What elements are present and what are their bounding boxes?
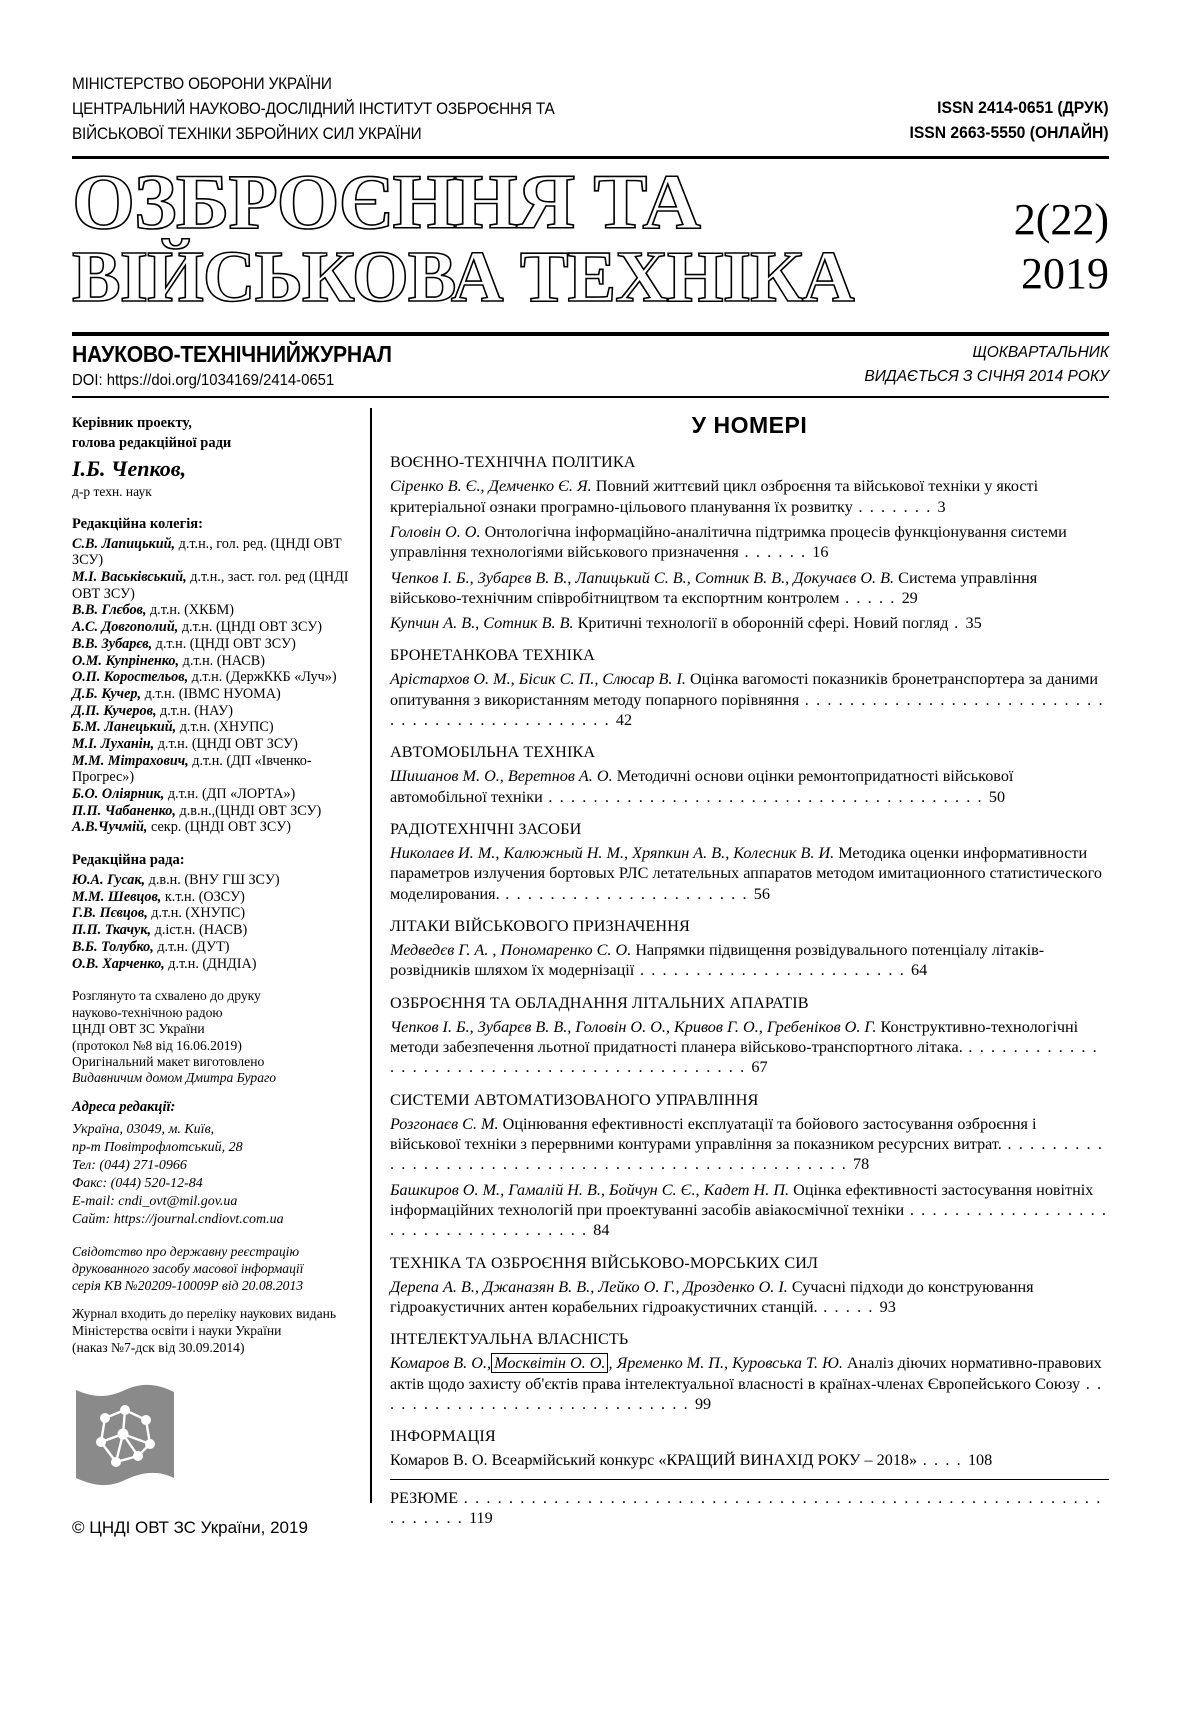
board-member bbox=[72, 686, 356, 703]
project-lead-role-line-1: Керівник проекту, bbox=[72, 415, 192, 432]
toc-entry-authors: Медведєв Г. А. , Пономаренко С. О. bbox=[390, 941, 632, 960]
journal-type-label: НАУКОВО-ТЕХНІЧНИЙЖУРНАЛ bbox=[72, 341, 392, 368]
toc-entry-authors: Сіренко В. Є., Демченко Є. Я. bbox=[390, 477, 592, 496]
toc-entry-authors-post: , Яременко М. П., Куровська Т. Ю. bbox=[608, 1354, 843, 1373]
issue-block bbox=[1014, 165, 1109, 300]
approval-line-1: Розглянуто та схвалено до друку bbox=[72, 988, 261, 1004]
approval-line-5: Оригінальний макет виготовлено bbox=[72, 1053, 265, 1069]
board-member-affiliation: д.т.н. (ІВМС НУОМА) bbox=[141, 685, 281, 702]
board-member-affiliation: д.т.н. (НАСВ) bbox=[179, 652, 265, 669]
toc-title: У НОМЕРІ bbox=[691, 412, 808, 439]
toc-section-heading: РАДІОТЕХНІЧНІ ЗАСОБИ bbox=[390, 820, 582, 839]
toc-entry[interactable] bbox=[390, 766, 1109, 807]
toc-entry[interactable] bbox=[390, 1353, 1109, 1414]
toc-entry[interactable] bbox=[390, 940, 1109, 981]
ministry-listing-block bbox=[72, 1306, 356, 1356]
toc-entry-page: 67 bbox=[751, 1058, 768, 1077]
toc-leader: . bbox=[948, 614, 966, 633]
board-member bbox=[72, 703, 356, 720]
toc-section-heading: АВТОМОБІЛЬНА ТЕХНІКА bbox=[390, 743, 596, 762]
address-email[interactable]: E-mail: cndi_ovt@mil.gov.ua bbox=[72, 1194, 238, 1210]
toc-entry-page: 16 bbox=[812, 543, 829, 562]
toc-entry-title: Методичні основи оцінки ремонтопридатності військової автомобільної техніки bbox=[390, 767, 1014, 806]
toc-entry[interactable] bbox=[390, 568, 1109, 609]
toc-entry-page: 78 bbox=[853, 1155, 870, 1174]
toc-entry[interactable] bbox=[390, 476, 1109, 517]
council-member-name: М.М. Шевцов, bbox=[72, 888, 162, 905]
council-member-name: В.Б. Толубко, bbox=[72, 938, 154, 955]
address-block bbox=[72, 1121, 356, 1229]
toc-section-heading: ІНТЕЛЕКТУАЛЬНА ВЛАСНІСТЬ bbox=[390, 1330, 629, 1349]
masthead-header bbox=[72, 0, 1109, 147]
board-member-affiliation: д.т.н. (ДП «ЛОРТА») bbox=[164, 786, 296, 803]
toc-resume-label: РЕЗЮМЕ bbox=[390, 1488, 459, 1507]
approval-publisher: Видавничим домом Дмитра Бураго bbox=[72, 1070, 277, 1086]
board-member-affiliation: д.т.н. (ДП «Івченко-Прогрес») bbox=[72, 752, 312, 786]
board-member-name: Д.П. Кучеров, bbox=[72, 702, 157, 719]
subhead-row bbox=[72, 341, 1109, 390]
subhead-left bbox=[72, 341, 419, 390]
project-lead-name: І.Б. Чепков, bbox=[72, 456, 187, 482]
cndi-ovt-logo bbox=[72, 1382, 178, 1488]
board-member-name: М.І. Луханін, bbox=[72, 735, 155, 752]
board-member-name: А.С. Довгополий, bbox=[72, 619, 179, 636]
toc-leader: . . . . . . . bbox=[852, 497, 938, 516]
board-member bbox=[72, 719, 356, 736]
council-member bbox=[72, 872, 356, 889]
listing-line-2: Міністерства освіти і науки України bbox=[72, 1323, 282, 1339]
board-member-affiliation: д.т.н., гол. ред. (ЦНДІ ОВТ ЗСУ) bbox=[72, 535, 342, 569]
listing-line-1: Журнал входить до переліку наукових видань bbox=[72, 1306, 337, 1322]
ministry-line-1: МІНІСТЕРСТВО ОБОРОНИ УКРАЇНИ bbox=[72, 75, 332, 93]
board-member-name: Д.Б. Кучер, bbox=[72, 685, 142, 702]
approval-block bbox=[72, 988, 356, 1087]
toc-entry[interactable] bbox=[390, 1180, 1109, 1241]
toc-entry-title: Критичні технології в оборонній сфері. Новий погляд bbox=[573, 614, 949, 633]
toc-leader: . . . . . . . . . . . . . . . . . . . . . . . . bbox=[634, 961, 912, 980]
ministry-block bbox=[72, 72, 555, 147]
address-heading: Адреса редакції: bbox=[72, 1098, 176, 1115]
toc-leader: . . . . . . . . . . . . . . . . . . . . . . . . . . . . . . . . . . . . . . . . . . . . . . . . . . bbox=[390, 1135, 1104, 1174]
toc-entry-authors-pre: Комаров В. О., bbox=[390, 1354, 492, 1373]
board-member-name: О.П. Коростельов, bbox=[72, 669, 189, 686]
board-member bbox=[72, 819, 356, 836]
toc-entry-title: Онтологічна інформаційно-аналітична підтримка процесів функціонування системи управління технологіями військового призначення bbox=[390, 522, 1067, 562]
toc-entry-page: 64 bbox=[911, 961, 928, 980]
toc-section-heading: ТЕХНІКА ТА ОЗБРОЄННЯ ВІЙСЬКОВО-МОРСЬКИХ СИЛ bbox=[390, 1253, 819, 1272]
board-member bbox=[72, 653, 356, 670]
toc-entry-title: Методика оценки информативности параметров излучения бортовых РЛС летательных аппаратов методом имитационного статистического моделирования. bbox=[390, 844, 1102, 903]
certificate-line-1: Свідотство про державну реєстрацію bbox=[72, 1244, 300, 1260]
toc-entry-authors: Шишанов М. О., Веретнов А. О. bbox=[390, 767, 613, 786]
editorial-board-list bbox=[72, 536, 356, 836]
toc-entry-authors: Головін О. О. bbox=[390, 522, 481, 541]
council-member bbox=[72, 939, 356, 956]
toc-entry-title: Оцінка ефективності застосування новітніх інформаційних технологій при проектуванні засобів авіакосмічної техніки bbox=[390, 1180, 1094, 1220]
board-member-name: В.В. Зубарєв, bbox=[72, 635, 153, 652]
ministry-line-3: ВІЙСЬКОВОЇ ТЕХНІКИ ЗБРОЙНИХ СИЛ УКРАЇНИ bbox=[72, 125, 422, 144]
board-member bbox=[72, 736, 356, 753]
board-member bbox=[72, 786, 356, 803]
issn-print: ISSN 2414-0651 (ДРУК) bbox=[937, 99, 1109, 117]
board-member-name: О.М. Купріненко, bbox=[72, 652, 180, 669]
toc-entry[interactable] bbox=[390, 613, 1109, 633]
toc-leader: . . . . . . . . . . . . . . . . . . . . . . . . . . . . . . . . . . . . . . . . . . . . . . . bbox=[390, 690, 1105, 730]
council-member-name: О.В. Харченко, bbox=[72, 955, 165, 972]
approval-protocol: (протокол №8 від 16.06.2019) bbox=[72, 1037, 242, 1053]
copyright-line: © ЦНДІ ОВТ ЗС України, 2019 bbox=[72, 1518, 308, 1538]
toc-resume-page: 119 bbox=[469, 1509, 493, 1528]
toc-section-heading: СИСТЕМИ АВТОМАТИЗОВАНОГО УПРАВЛІННЯ bbox=[390, 1090, 759, 1109]
board-member-name: С.В. Лапицький, bbox=[72, 535, 176, 552]
registration-certificate bbox=[72, 1243, 356, 1294]
board-member-affiliation: д.т.н., заст. гол. ред (ЦНДІ ОВТ ЗСУ) bbox=[72, 569, 349, 602]
toc-entry-title: Оцінювання ефективності експлуатації та бойового застосування озброєння і військової техніки з перервними контурами управління за показником ресурсних витрат. bbox=[390, 1114, 1037, 1154]
toc-entry[interactable] bbox=[390, 1114, 1109, 1175]
toc-leader: . . . . . bbox=[839, 588, 902, 607]
board-member-name: Б.М. Ланецький, bbox=[72, 719, 177, 736]
toc-leader: . . . . . . . . . . . . . . . . . . . . . . . . . . . . . . . . . . . . bbox=[390, 1201, 1108, 1240]
toc-entry-authors: Комаров В. О. bbox=[390, 1451, 488, 1470]
board-member-affiliation: д.т.н. (ЦНДІ ОВТ ЗСУ) bbox=[154, 735, 298, 752]
address-phone: Тел: (044) 271-0966 bbox=[72, 1157, 187, 1173]
issn-block bbox=[910, 72, 1109, 146]
board-member-affiliation: д.т.н. (ЦНДІ ОВТ ЗСУ) bbox=[152, 635, 296, 652]
project-lead-role bbox=[72, 414, 356, 453]
toc-leader: . . . . . bbox=[817, 1298, 880, 1317]
toc-entry[interactable] bbox=[390, 669, 1109, 730]
approval-line-2: науково-технічною радою bbox=[72, 1004, 223, 1020]
board-member bbox=[72, 753, 356, 786]
toc-entry[interactable] bbox=[390, 843, 1109, 904]
toc-section-heading: ЛІТАКИ ВІЙСЬКОВОГО ПРИЗНАЧЕННЯ bbox=[390, 917, 690, 936]
frequency-label: ЩОКВАРТАЛЬНИК bbox=[972, 344, 1109, 362]
content-columns bbox=[72, 408, 1109, 1538]
council-member-affiliation: к.т.н. (ОЗСУ) bbox=[161, 888, 245, 905]
toc-entry-title: Система управління військово-технічним співробітництвом та експортним контролем bbox=[390, 568, 1038, 607]
council-member-name: Г.В. Пєвцов, bbox=[72, 905, 148, 922]
board-member-name: В.В. Глєбов, bbox=[72, 602, 147, 619]
toc-entry[interactable] bbox=[390, 1277, 1109, 1318]
toc-entry-title: Оцінка вагомості показників бронетранспортера за даними опитування з використанням методу попарного порівняння bbox=[390, 670, 1099, 709]
board-member-name: Б.О. Оліярник, bbox=[72, 786, 165, 803]
address-city: Україна, 03049, м. Київ, bbox=[72, 1121, 215, 1137]
toc-entry-resume[interactable] bbox=[390, 1479, 1109, 1529]
project-lead-role-line-2: голова редакційної ради bbox=[72, 434, 232, 451]
board-member-name: М.І. Васьківський, bbox=[72, 569, 187, 586]
toc-leader: . . . . . . . . . . . . . . . . . . . . . . . . . . . . . . . . . . . . . . . . . . . . bbox=[390, 1038, 1099, 1077]
toc-entry-authors: Купчин А. В., Сотник В. В. bbox=[390, 614, 574, 633]
editorial-board-heading: Редакційна колегія: bbox=[72, 515, 203, 532]
toc-entry-title: Повний життєвий цикл озброєння та військової техніки у якості критеріальної ознаки програмно-цільового планування їх розвитку bbox=[390, 477, 1039, 516]
toc-entry-authors: Чепков І. Б., Зубарєв В. В., Лапицький С. В., Сотник В. В., Докучаєв О. В. bbox=[390, 568, 895, 587]
council-member bbox=[72, 922, 356, 939]
subhead-right bbox=[864, 341, 1109, 389]
toc-section-heading: ОЗБРОЄННЯ ТА ОБЛАДНАННЯ ЛІТАЛЬНИХ АПАРАТІВ bbox=[390, 993, 809, 1012]
toc-entry-page: 29 bbox=[901, 588, 918, 607]
board-member-affiliation: д.т.н. (НАУ) bbox=[156, 702, 233, 719]
board-member-name: П.П. Чабаненко, bbox=[72, 802, 176, 819]
table-of-contents bbox=[372, 408, 1109, 1528]
toc-entry-title: Напрямки підвищення розвідувального потенціалу літаків-розвідників шляхом їх модернізації bbox=[390, 941, 1045, 980]
toc-entry-authors: Башкиров О. М., Гамалій Н. В., Бойчун С. Є., Кадет Н. П. bbox=[390, 1180, 790, 1199]
subhead-divider bbox=[72, 396, 1109, 398]
journal-title-line-1: ОЗБРОЄННЯ ТА bbox=[72, 158, 700, 246]
published-since-label: ВИДАЄТЬСЯ З СІЧНЯ 2014 РОКУ bbox=[864, 368, 1109, 386]
toc-section-heading: ВОЄННО-ТЕХНІЧНА ПОЛІТИКА bbox=[390, 453, 636, 472]
council-member bbox=[72, 889, 356, 906]
address-street: пр-т Повітрофлотський, 28 bbox=[72, 1139, 243, 1155]
editorial-council-heading: Редакційна рада: bbox=[72, 852, 185, 869]
toc-entry-authors: Николаев И. М., Калюжный Н. М., Хряпкин А. В., Колесник В. И. bbox=[390, 844, 835, 863]
board-member bbox=[72, 569, 356, 602]
toc-entry-authors: Розгонаєв С. М. bbox=[390, 1114, 499, 1133]
journal-title-line-2: ВІЙСЬКОВА ТЕХНІКА bbox=[72, 236, 854, 318]
listing-line-3: (наказ №7-дск від 30.09.2014) bbox=[72, 1339, 245, 1355]
toc-entry-page: 99 bbox=[694, 1395, 712, 1414]
council-member-affiliation: д.т.н. (ХНУПС) bbox=[147, 905, 246, 922]
council-member bbox=[72, 956, 356, 973]
board-member-affiliation: д.т.н. (ДержККБ «Луч») bbox=[188, 669, 337, 686]
toc-entry-authors: Чепков І. Б., Зубарєв В. В., Головін О. О., Кривов Г. О., Гребеніков О. Г. bbox=[390, 1017, 877, 1036]
toc-leader: . . . . . . . . . . . . . . . . . . . . . . . . . . . . . bbox=[390, 1374, 1103, 1414]
council-member-affiliation: д.т.н. (ДНДІА) bbox=[164, 955, 257, 972]
toc-entry[interactable] bbox=[390, 522, 1109, 563]
toc-entry-title: Всеармійський конкурс «КРАЩИЙ ВИНАХІД РОКУ – 2018» bbox=[487, 1451, 918, 1470]
issn-online: ISSN 2663-5550 (ОНЛАЙН) bbox=[909, 124, 1109, 143]
board-member-affiliation: д.в.н.,(ЦНДІ ОВТ ЗСУ) bbox=[175, 802, 322, 819]
journal-masthead bbox=[72, 158, 1109, 318]
toc-leader: . . . . . . . . . . . . . . . . . . . . . . . . . . . . . . . . . . . . . . . . . . . . . . . . . . . . . . . . . . . . . . . . bbox=[390, 1488, 1102, 1528]
toc-entry-page: 42 bbox=[615, 711, 633, 730]
toc-entry[interactable] bbox=[390, 1017, 1109, 1078]
council-member bbox=[72, 905, 356, 922]
approval-line-3: ЦНДІ ОВТ ЗС України bbox=[72, 1021, 205, 1037]
toc-entry-page: 84 bbox=[593, 1221, 610, 1240]
toc-section-heading: ІНФОРМАЦІЯ bbox=[390, 1427, 496, 1446]
toc-entry-page: 93 bbox=[879, 1298, 896, 1317]
ministry-line-2: ЦЕНТРАЛЬНИЙ НАУКОВО-ДОСЛІДНИЙ ІНСТИТУТ ОЗБРОЄННЯ ТА bbox=[72, 100, 555, 119]
board-member-name: А.В.Чучмій, bbox=[72, 819, 148, 836]
toc-leader: . . . . . . bbox=[738, 543, 813, 562]
board-member-affiliation: д.т.н. (ХКБМ) bbox=[146, 602, 235, 619]
toc-section-heading: БРОНЕТАНКОВА ТЕХНІКА bbox=[390, 646, 595, 665]
board-member bbox=[72, 636, 356, 653]
doi-link[interactable]: DOI: https://doi.org/1034169/2414-0651 bbox=[72, 372, 335, 390]
toc-entry-title: Конструктивно-технологічні методи забезпечення льотної придатності планера військово-транспортного літака. bbox=[390, 1017, 1079, 1057]
board-member bbox=[72, 619, 356, 636]
council-member-affiliation: д.т.н. (ДУТ) bbox=[153, 938, 230, 955]
toc-entry-page: 56 bbox=[753, 884, 770, 903]
council-member-affiliation: д.в.н. (ВНУ ГШ ЗСУ) bbox=[145, 872, 280, 889]
toc-entry-authors: Дерепа А. В., Джаназян В. В., Лейко О. Г., Дрозденко О. І. bbox=[390, 1277, 788, 1296]
address-website[interactable]: Сайт: https://journal.cndiovt.com.ua bbox=[72, 1212, 284, 1228]
masthead-divider bbox=[72, 332, 1109, 336]
certificate-line-2: друкованного засобу масової інформації bbox=[72, 1261, 304, 1277]
board-member bbox=[72, 536, 356, 569]
toc-entry-page: 35 bbox=[965, 614, 982, 633]
certificate-line-3: серія КВ №20209-10009Р від 20.08.2013 bbox=[72, 1278, 304, 1294]
toc-entry-page: 50 bbox=[988, 787, 1006, 806]
board-member bbox=[72, 803, 356, 820]
toc-entry-authors: Арістархов О. М., Бісик С. П., Слюсар В. І. bbox=[390, 670, 686, 689]
board-member-affiliation: д.т.н. (ХНУПС) bbox=[176, 719, 274, 736]
board-member bbox=[72, 669, 356, 686]
toc-leader: . . . . . . . . . . . . . . . . . . . . . . . . . . . . . . . . . . . . . . . bbox=[542, 787, 989, 806]
toc-leader: . . . . bbox=[917, 1451, 968, 1470]
board-member-affiliation: секр. (ЦНДІ ОВТ ЗСУ) bbox=[147, 819, 291, 836]
project-lead-degree: д-р техн. наук bbox=[72, 483, 152, 499]
toc-entry-title: Аналіз діючих нормативно-правових актів щодо захисту об'єктів права інтелектуальної власності в країнах-членах Європейського Союзу bbox=[390, 1354, 1102, 1393]
board-member-affiliation: д.т.н. (ЦНДІ ОВТ ЗСУ) bbox=[178, 619, 322, 636]
council-member-affiliation: д.іст.н. (НАСВ) bbox=[151, 922, 248, 939]
board-member-name: М.М. Мітрахович, bbox=[72, 752, 189, 769]
issue-year: 2019 bbox=[1021, 248, 1109, 298]
council-member-name: Ю.А. Гусак, bbox=[72, 872, 146, 889]
toc-entry-title: Сучасні підходи до конструювання гідроакустичних антен корабельних гідроакустичних станцій. bbox=[390, 1277, 1034, 1317]
toc-leader: . . . . . . . . . . . . . . . . . . . . . . bbox=[499, 884, 754, 903]
editorial-sidebar bbox=[72, 408, 370, 1538]
toc-entry-author-highlighted: Москвітін О. О. bbox=[491, 1353, 608, 1373]
address-fax: Факс: (044) 520-12-84 bbox=[72, 1175, 203, 1191]
council-member-name: П.П. Ткачук, bbox=[72, 922, 152, 939]
toc-entry-page: 3 bbox=[937, 497, 946, 516]
issue-number: 2(22) bbox=[1013, 195, 1109, 245]
toc-entry-page: 108 bbox=[967, 1451, 993, 1470]
editorial-council-list bbox=[72, 872, 356, 972]
board-member bbox=[72, 602, 356, 619]
toc-entry[interactable] bbox=[390, 1450, 1109, 1470]
journal-title bbox=[72, 158, 854, 318]
